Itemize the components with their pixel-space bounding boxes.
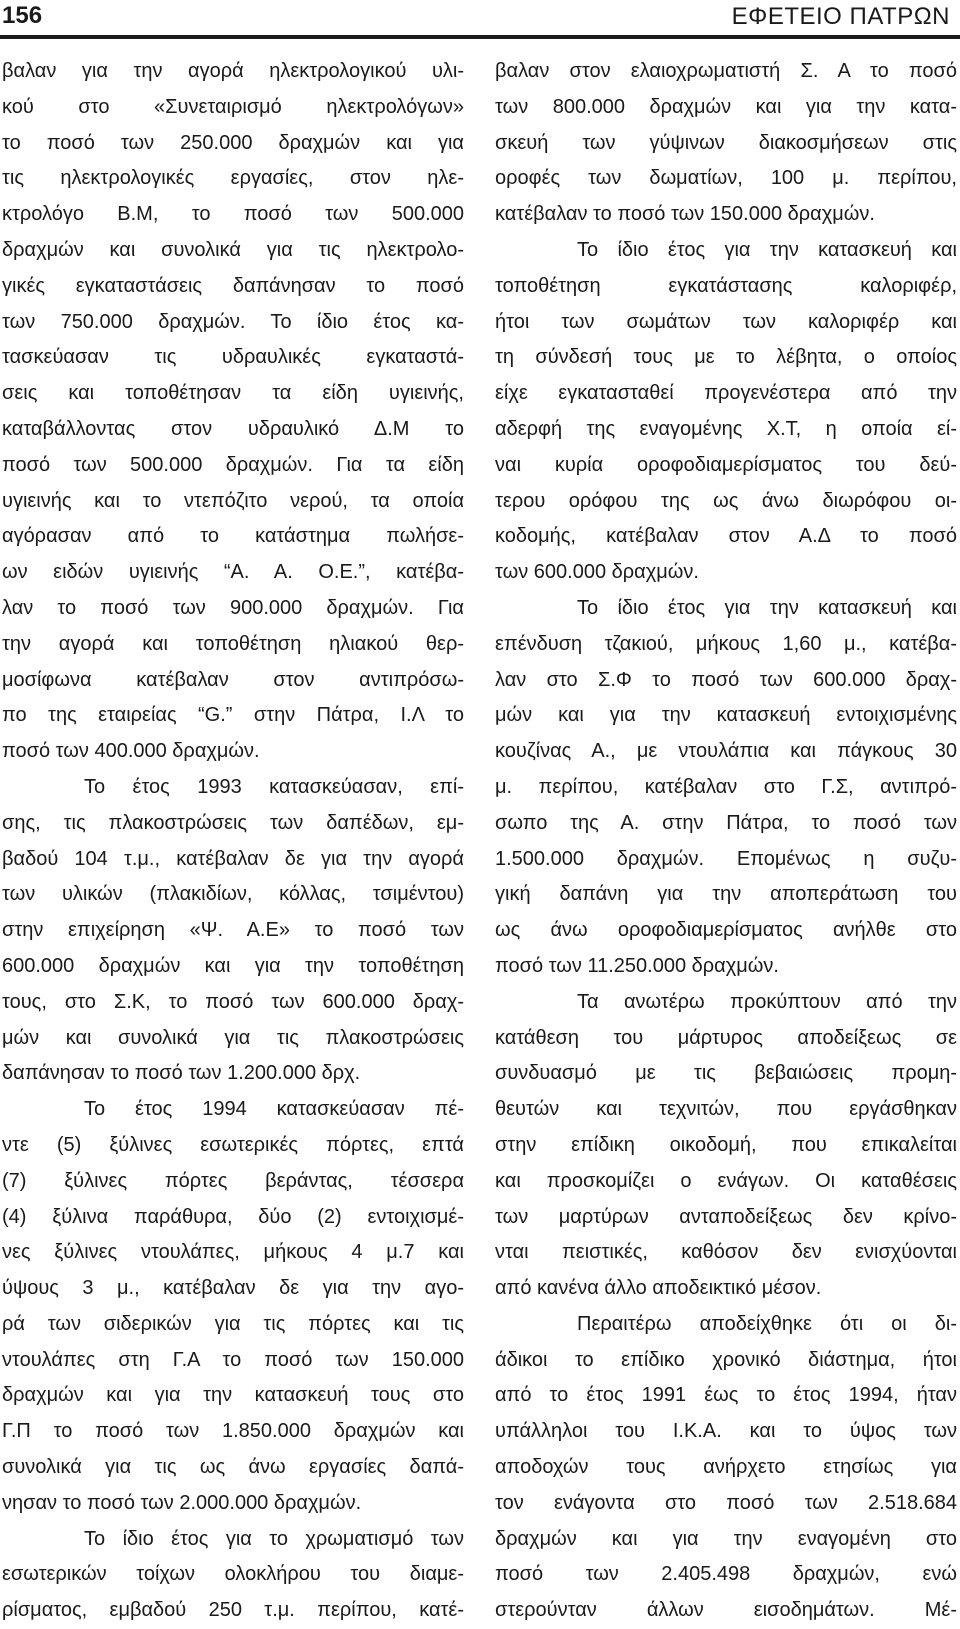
page-header (0, 0, 960, 40)
text-line: των 750.000 δραχμών. Το ίδιο έτος κα- (2, 310, 464, 333)
text-line: σης, τις πλακοστρώσεις των δαπέδων, εμ- (2, 811, 464, 834)
text-line: Περαιτέρω αποδείχθηκε ότι οι δι- (577, 1312, 957, 1335)
text-line: τερου ορόφου της ως άνω διωρόφου οι- (495, 489, 957, 512)
text-line: αγόρασαν από το κατάστημα πωλήσε- (2, 525, 464, 548)
text-line: ντουλάπες στη Γ.Α το ποσό των 150.000 (2, 1348, 464, 1371)
text-line: γικές εγκαταστάσεις δαπάνησαν το ποσό (2, 274, 464, 297)
text-line: πο της εταιρείας “G.” στην Πάτρα, Ι.Λ το (2, 704, 464, 727)
text-line: είχε εγκατασταθεί προγενέστερα από την (495, 382, 957, 405)
header-rule (0, 35, 960, 39)
text-line: νες ξύλινες ντουλάπες, μήκους 4 μ.7 και (2, 1241, 464, 1264)
text-line: υγιεινής και το ντεπόζιτο νερού, τα οποία (2, 489, 464, 512)
text-line: συνολικά για τις ως άνω εργασίες δαπά- (2, 1456, 464, 1479)
text-line: σεις και τοποθέτησαν τα είδη υγιεινής, (2, 382, 464, 405)
text-line: νται πειστικές, καθόσον δεν ενισχύονται (495, 1241, 957, 1264)
text-line: των μαρτύρων ανταποδείξεως δεν κρίνο- (495, 1205, 957, 1228)
text-line: ήτοι των σωμάτων των καλοριφέρ και (495, 310, 957, 333)
text-line: βαλαν για την αγορά ηλεκτρολογικού υλι- (2, 60, 464, 82)
text-line: σκευή των γύψινων διακοσμήσεων στις (495, 131, 957, 154)
text-line: στερούνταν άλλων εισοδημάτων. Μέ- (495, 1599, 957, 1622)
text-line: κατέβαλαν το ποσό των 150.000 δραχμών. (495, 203, 875, 226)
text-line: ποσό των 500.000 δραχμών. Για τα είδη (2, 453, 464, 476)
text-line: Το έτος 1993 κατασκεύασαν, επί- (84, 775, 464, 798)
text-line: μοσίφωνα κατέβαλαν στον αντιπρόσω- (2, 668, 464, 691)
text-line: αδερφή της εναγομένης Χ.Τ, η οποία εί- (495, 417, 957, 440)
text-line: λαν στο Σ.Φ το ποσό των 600.000 δραχ- (495, 668, 957, 691)
text-line: των 800.000 δραχμών και για την κατα- (495, 95, 957, 118)
text-line: συνδυασμό με τις βεβαιώσεις προμη- (495, 1062, 957, 1085)
text-line: σωπο της Α. στην Πάτρα, το ποσό των (495, 811, 957, 834)
text-line: των 600.000 δραχμών. (495, 561, 699, 584)
text-line: άδικοι το επίδικο χρονικό διάστημα, ήτοι (495, 1348, 957, 1371)
text-line: εσωτερικών τοίχων ολοκλήρου του διαμε- (2, 1563, 464, 1586)
text-line: ως άνω οροφοδιαμερίσματος ανήλθε στο (495, 919, 957, 942)
text-line: τη σύνδεσή τους με το λέβητα, ο οποίος (495, 346, 957, 369)
text-line: θευτών και τεχνιτών, που εργάσθηκαν (495, 1098, 957, 1121)
text-line: ποσό των 11.250.000 δραχμών. (495, 954, 779, 977)
text-line: 1.500.000 δραχμών. Επομένως η συζυ- (495, 847, 957, 870)
text-line: από το έτος 1991 έως το έτος 1994, ήταν (495, 1384, 957, 1407)
text-line: μών και για την κατασκευή εντοιχισμένης (495, 704, 957, 727)
text-line: ρά των σιδερικών για τις πόρτες και τις (2, 1312, 464, 1335)
left-text-column (2, 54, 464, 1629)
text-line: δραχμών και για την κατασκευή τους στο (2, 1384, 464, 1407)
text-line: δραχμών και για την εναγομένη στο (495, 1527, 957, 1550)
text-line: των υλικών (πλακιδίων, κόλλας, τσιμέντου) (2, 883, 464, 906)
text-line: κτρολόγο Β.Μ, το ποσό των 500.000 (2, 203, 464, 226)
text-line: τις ηλεκτρολογικές εργασίες, στον ηλε- (2, 167, 464, 190)
text-line: το ποσό των 250.000 δραχμών και για (2, 131, 464, 154)
text-line: νησαν το ποσό των 2.000.000 δραχμών. (2, 1491, 362, 1514)
text-line: στην επιχείρηση «Ψ. Α.Ε» το ποσό των (2, 919, 464, 942)
text-line: καταβάλλοντας στον υδραυλικό Δ.Μ το (2, 417, 464, 440)
text-line: δαπάνησαν το ποσό των 1.200.000 δρχ. (2, 1062, 361, 1085)
text-line: δραχμών και συνολικά για τις ηλεκτρολο- (2, 238, 464, 261)
text-line: Το έτος 1994 κατασκεύασαν πέ- (84, 1098, 464, 1121)
text-line: κού στο «Συνεταιρισμό ηλεκτρολόγων» (2, 95, 464, 118)
text-line: Το ίδιο έτος για το χρωματισμό των (84, 1527, 464, 1550)
text-line: οροφές των δωματίων, 100 μ. περίπου, (495, 167, 957, 190)
text-line: μ. περίπου, κατέβαλαν στο Γ.Σ, αντιπρό- (495, 775, 957, 798)
text-line: επένδυση τζακιού, μήκους 1,60 μ., κατέβα- (495, 632, 957, 655)
text-line: ύψους 3 μ., κατέβαλαν δε για την αγο- (2, 1277, 464, 1300)
text-line: τους, στο Σ.Κ, το ποσό των 600.000 δραχ- (2, 990, 464, 1013)
text-line: κουζίνας Α., με ντουλάπια και πάγκους 30 (495, 740, 957, 763)
text-line: κοδομής, κατέβαλαν στον Α.Δ το ποσό (495, 525, 957, 548)
text-line: και προσκομίζει ο ενάγων. Οι καταθέσεις (495, 1169, 957, 1192)
text-line: ντε (5) ξύλινες εσωτερικές πόρτες, επτά (2, 1133, 464, 1156)
text-line: υπάλληλοι του Ι.Κ.Α. και το ύψος των (495, 1420, 957, 1443)
text-line: Γ.Π το ποσό των 1.850.000 δραχμών και (2, 1420, 464, 1443)
running-head: ΕΦΕΤΕΙΟ ΠΑΤΡΩΝ (731, 3, 950, 30)
text-line: (4) ξύλινα παράθυρα, δύο (2) εντοιχισμέ- (2, 1205, 464, 1228)
text-line: κατάθεση του μάρτυρος αποδείξεως σε (495, 1026, 957, 1049)
text-line: τασκεύασαν τις υδραυλικές εγκαταστά- (2, 346, 464, 369)
text-line: Τα ανωτέρω προκύπτουν από την (577, 990, 957, 1013)
text-line: τον ενάγοντα στο ποσό των 2.518.684 (495, 1491, 957, 1514)
text-line: ναι κυρία οροφοδιαμερίσματος του δεύ- (495, 453, 957, 476)
text-line: ποσό των 2.405.498 δραχμών, ενώ (495, 1563, 957, 1586)
text-line: τοποθέτηση εγκατάστασης καλοριφέρ, (495, 274, 957, 297)
text-line: μών και συνολικά για τις πλακοστρώσεις (2, 1026, 464, 1049)
text-line: ων ειδών υγιεινής “Α. Α. Ο.Ε.”, κατέβα- (2, 561, 464, 584)
page-number: 156 (2, 2, 43, 29)
text-line: Το ίδιο έτος για την κατασκευή και (577, 238, 957, 261)
text-line: Το ίδιο έτος για την κατασκευή και (577, 596, 957, 619)
text-line: στην επίδικη οικοδομή, που επικαλείται (495, 1133, 957, 1156)
text-line: γική δαπάνη για την αποπεράτωση του (495, 883, 957, 906)
text-line: αποδοχών τους ανήρχετο ετησίως για (495, 1456, 957, 1479)
text-line: βαλαν στον ελαιοχρωματιστή Σ. Α το ποσό (495, 60, 957, 82)
text-line: ποσό των 400.000 δραχμών. (2, 740, 260, 763)
text-line: την αγορά και τοποθέτηση ηλιακού θερ- (2, 632, 464, 655)
text-line: λαν το ποσό των 900.000 δραχμών. Για (2, 596, 464, 619)
text-line: 600.000 δραχμών και για την τοποθέτηση (2, 954, 464, 977)
text-line: από κανένα άλλο αποδεικτικό μέσον. (495, 1277, 822, 1300)
text-line: (7) ξύλινες πόρτες βεράντας, τέσσερα (2, 1169, 464, 1192)
text-line: βαδού 104 τ.μ., κατέβαλαν δε για την αγορά (2, 847, 464, 870)
right-text-column (495, 54, 957, 1629)
text-line: ρίσματος, εμβαδού 250 τ.μ. περίπου, κατέ- (2, 1599, 464, 1622)
